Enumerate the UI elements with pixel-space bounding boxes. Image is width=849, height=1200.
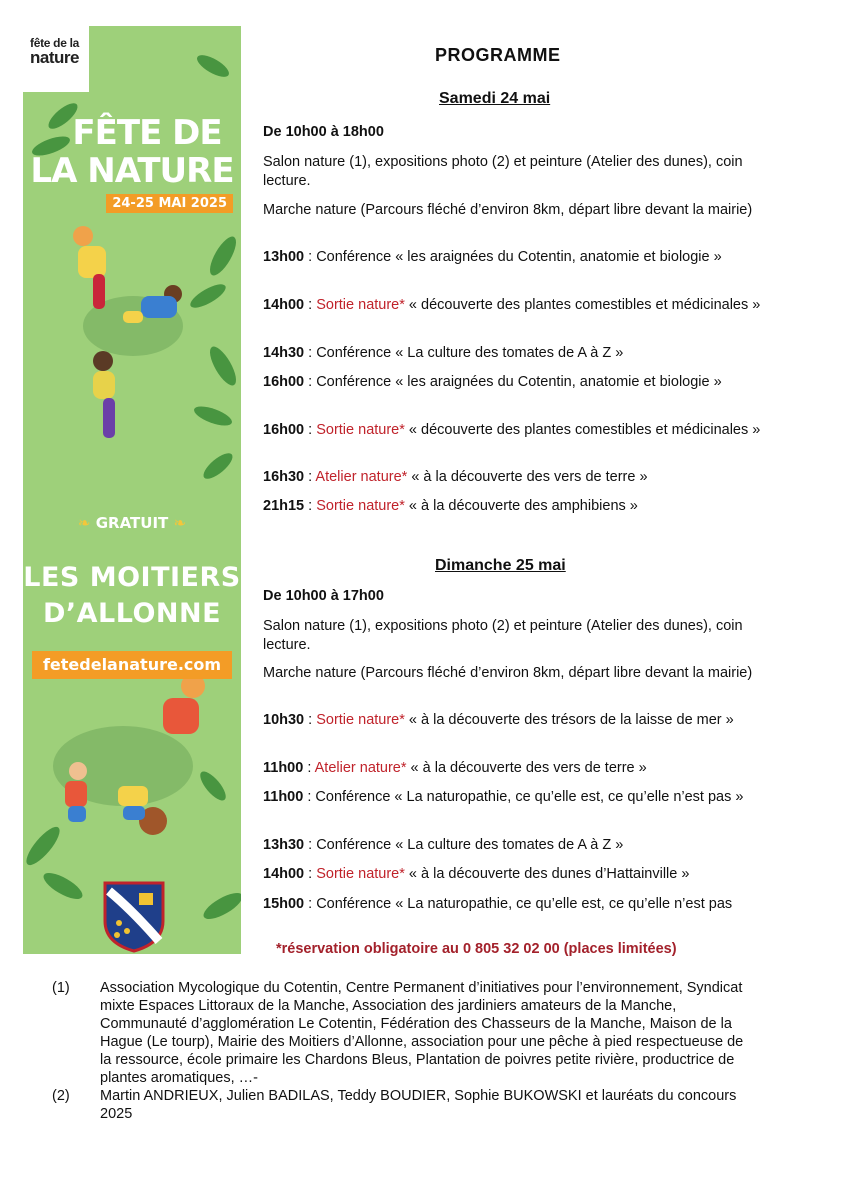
sunday-event-6 <box>263 895 763 914</box>
event-text: : Conférence « La naturopathie, ce qu’elle est, ce qu’elle n’est pas » <box>303 789 744 805</box>
banner-dates: 24-25 MAI 2025 <box>106 194 233 213</box>
saturday-event-5: 16h00 : Sortie nature* « découverte des plantes comestibles et médicinales » <box>263 422 761 438</box>
footnote-text: Martin ANDRIEUX, Julien BADILAS, Teddy BOUDIER, Sophie BUKOWSKI et lauréats du concours 2025 <box>100 1088 737 1122</box>
footnote-text: Association Mycologique du Cotentin, Centre Permanent d’initiatives pour l’environnement, Syndicat mixte Espaces Littoraux de la Manche, Association des jardiniers amateurs de la Manche, Communauté d’agglomération Le Cotentin, Fédération des Chasseurs de la Manche, Maison de la Hague (Le tourp), Mairie des Moitiers d’Allonne, association pour une pêche à pied respectueuse de la ressource, école primaire les Chardons Bleus, Plantation de poivres petite rivière, productrice de plantes aromatiques, …- <box>100 980 744 1086</box>
logo-line-1: fête de la <box>30 36 80 50</box>
sunday-event-3 <box>263 788 763 807</box>
event-time: 14h30 <box>263 345 305 361</box>
event-text: : Conférence « La culture des tomates de A à Z » <box>304 837 624 853</box>
event-text: « à la découverte des dunes d’Hattainville » <box>404 866 690 882</box>
website-url: fetedelanature.com <box>32 651 232 679</box>
footnote-number: (2) <box>52 1088 70 1104</box>
saturday-event-4 <box>263 373 763 392</box>
event-time: 14h00 <box>263 297 305 313</box>
banner-title-line-1: FÊTE DE <box>72 113 222 153</box>
event-time: 16h00 <box>263 422 305 438</box>
event-time: 10h30 <box>263 712 305 728</box>
gratuit-text: GRATUIT <box>95 514 169 532</box>
footnote-2 <box>52 1087 752 1123</box>
event-text: « à la découverte des trésors de la laisse de mer » <box>404 712 734 728</box>
town-name-line-2: D’ALLONNE <box>42 598 222 629</box>
sprig-icon: ❧ <box>77 514 91 532</box>
saturday-title: Samedi 24 mai <box>439 90 551 107</box>
event-kind: Sortie nature* <box>316 712 405 728</box>
event-text: « à la découverte des vers de terre » <box>407 469 648 485</box>
event-time: 21h15 <box>263 498 305 514</box>
saturday-event-3 <box>263 344 763 363</box>
sunday-event-5: 14h00 : Sortie nature* « à la découverte des dunes d’Hattainville » <box>263 866 690 882</box>
event-text: : Conférence « La culture des tomates de A à Z » <box>304 345 624 361</box>
event-time: 16h00 <box>263 374 305 390</box>
coat-of-arms-icon <box>103 881 165 953</box>
event-kind: Sortie nature* <box>316 498 405 514</box>
event-time: 16h30 <box>263 469 305 485</box>
event-time: 11h00 <box>263 760 304 776</box>
event-time: 13h00 <box>263 249 305 265</box>
saturday-event-2: 14h00 : Sortie nature* « découverte des plantes comestibles et médicinales » <box>263 297 761 313</box>
event-text: « à la découverte des amphibiens » <box>404 498 638 514</box>
sunday-event-2: 11h00 : Atelier nature* « à la découverte des vers de terre » <box>263 760 647 776</box>
sunday-event-1: 10h30 : Sortie nature* « à la découverte des trésors de la laisse de mer » <box>263 712 734 728</box>
saturday-time-range: De 10h00 à 18h00 <box>263 124 384 140</box>
event-text: « à la découverte des vers de terre » <box>406 760 647 776</box>
festival-banner <box>23 26 241 954</box>
logo-line-2: nature <box>30 48 79 67</box>
gratuit-label <box>23 514 241 532</box>
sunday-event-4 <box>263 836 763 855</box>
event-text: : Conférence « les araignées du Cotentin, anatomie et biologie » <box>304 249 722 265</box>
fete-nature-logo <box>23 26 89 92</box>
event-kind: Sortie nature* <box>316 866 405 882</box>
sunday-salon: Salon nature (1), expositions photo (2) et peinture (Atelier des dunes), coin lecture. <box>263 618 743 653</box>
saturday-event-6: 16h30 : Atelier nature* « à la découverte des vers de terre » <box>263 469 648 485</box>
event-time: 15h00 <box>263 896 305 912</box>
event-text: : Conférence « les araignées du Cotentin, anatomie et biologie » <box>304 374 722 390</box>
sunday-time-range: De 10h00 à 17h00 <box>263 588 384 604</box>
event-text: « découverte des plantes comestibles et médicinales » <box>404 422 761 438</box>
event-time: 11h00 <box>263 789 304 805</box>
sunday-marche: Marche nature (Parcours fléché d’environ 8km, départ libre devant la mairie) <box>263 665 753 681</box>
event-text: : Conférence « La naturopathie, ce qu’elle est, ce qu’elle n’est pas <box>304 896 733 912</box>
sprig-icon: ❧ <box>173 514 187 532</box>
footnote-1 <box>52 979 752 1087</box>
event-text: « découverte des plantes comestibles et médicinales » <box>404 297 761 313</box>
reservation-notice: *réservation obligatoire au 0 805 32 02 00 (places limitées) <box>276 941 677 957</box>
saturday-event-7: 21h15 : Sortie nature* « à la découverte des amphibiens » <box>263 498 638 514</box>
event-kind: Atelier nature* <box>314 760 407 776</box>
saturday-marche: Marche nature (Parcours fléché d’environ 8km, départ libre devant la mairie) <box>263 202 753 218</box>
event-time: 13h30 <box>263 837 305 853</box>
footnote-number: (1) <box>52 980 70 996</box>
saturday-event-1 <box>263 248 763 267</box>
event-kind: Atelier nature* <box>315 469 408 485</box>
sunday-title: Dimanche 25 mai <box>435 557 566 574</box>
town-name-line-1: LES MOITIERS <box>23 562 241 593</box>
event-kind: Sortie nature* <box>316 422 405 438</box>
saturday-salon: Salon nature (1), expositions photo (2) et peinture (Atelier des dunes), coin lecture. <box>263 154 743 189</box>
banner-title-line-2: LA NATURE <box>30 151 234 191</box>
event-time: 14h00 <box>263 866 305 882</box>
programme-title: PROGRAMME <box>435 45 561 65</box>
event-kind: Sortie nature* <box>316 297 405 313</box>
